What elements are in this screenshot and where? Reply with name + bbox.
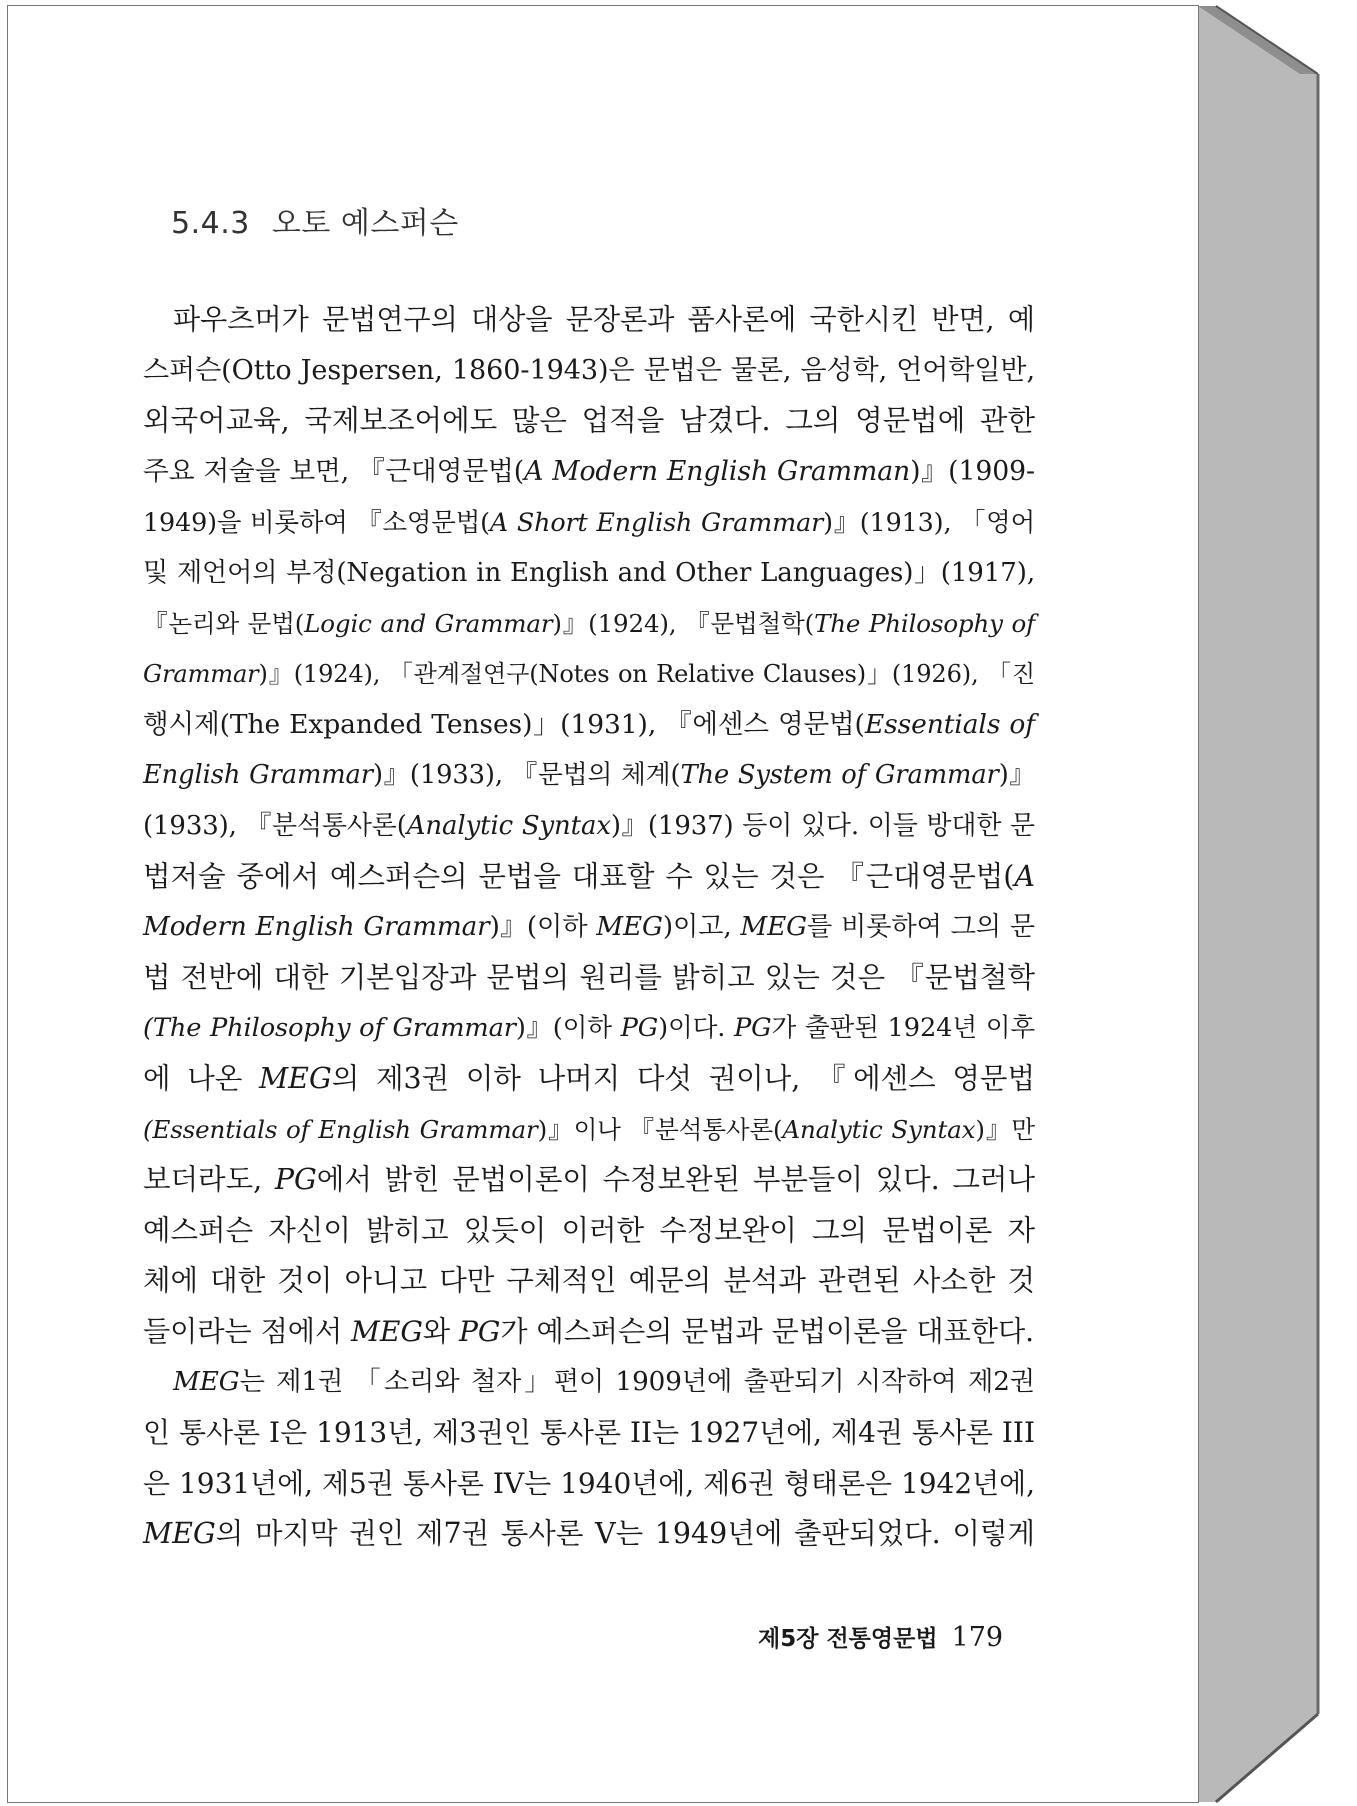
text-line — [143, 852, 1035, 903]
text-span: )』(이하 — [515, 1013, 621, 1044]
text-line — [143, 649, 1035, 700]
italic-title-span: English Grammar — [143, 760, 373, 791]
text-span: 는 제1권 「소리와 철자」편이 1909년에 출판되기 시작하여 제2권 — [239, 1367, 1035, 1398]
text-span: 체에 대한 것이 아니고 다만 구체적인 예문의 분석과 관련된 사소한 것 — [143, 1264, 1035, 1298]
text-span: 외국어교육, 국제보조어에도 많은 업적을 남겼다. 그의 영문법에 관한 — [143, 404, 1035, 438]
text-span: 스퍼슨(Otto Jespersen, 1860-1943)은 문법은 물론, 음성학, 언어학일반, — [143, 354, 1035, 386]
italic-title-span: MEG — [143, 1517, 216, 1551]
text-span: )』(1924), 「관계절연구(Notes on Relative Clauses)」(1926), 「진 — [258, 660, 1035, 689]
text-span: 파우츠머가 문법연구의 대상을 문장론과 품사론에 국한시킨 반면, 예 — [173, 303, 1035, 336]
text-line — [143, 1408, 1035, 1459]
text-span: )』이나 『분석통사론( — [537, 1114, 783, 1144]
text-line — [143, 1459, 1035, 1510]
text-span: 법 전반에 대한 기본입장과 문법의 원리를 밝히고 있는 것은 『문법철학 — [143, 960, 1035, 994]
text-line — [143, 902, 1035, 953]
italic-title-span: Grammar — [143, 660, 259, 689]
text-span: 들이라는 점에서 — [143, 1314, 352, 1348]
text-line — [143, 1054, 1035, 1105]
text-line — [143, 801, 1035, 852]
text-line — [143, 396, 1035, 447]
text-span: 『논리와 문법( — [143, 608, 305, 638]
text-span: )』(1913), 「영어 — [823, 507, 1035, 538]
italic-title-span: PG — [274, 1163, 317, 1197]
text-line — [143, 497, 1035, 548]
text-line — [143, 1357, 1035, 1408]
text-line — [143, 1155, 1035, 1206]
italic-title-span: PG — [458, 1314, 501, 1348]
text-line — [143, 548, 1035, 599]
text-line — [143, 1509, 1035, 1560]
running-footer-chapter: 제5장 전통영문법 — [758, 1626, 938, 1652]
italic-title-span: A — [1014, 859, 1035, 893]
text-line — [143, 700, 1035, 751]
text-span: )』(이하 — [489, 912, 597, 943]
text-line — [143, 1206, 1035, 1257]
italic-title-span: PG — [620, 1013, 659, 1044]
text-span: )』만 — [975, 1114, 1035, 1144]
italic-title-span: The System of Grammar — [680, 760, 999, 791]
italic-title-span: A Modern English Gramman — [524, 455, 911, 487]
text-span: 가 예스퍼슨의 문법과 문법이론을 대표한다. — [500, 1314, 1035, 1348]
text-line — [143, 1256, 1035, 1307]
text-span: 와 — [422, 1314, 459, 1348]
text-span: 예스퍼슨 자신이 밝히고 있듯이 이러한 수정보완이 그의 문법이론 자 — [143, 1213, 1035, 1247]
text-line — [143, 1105, 1035, 1156]
text-line — [143, 295, 1035, 346]
italic-title-span: MEG — [351, 1314, 423, 1348]
section-heading — [171, 198, 459, 242]
italic-title-span: PG — [734, 1013, 772, 1044]
text-line — [143, 447, 1035, 498]
italic-title-span: Analytic Syntax — [782, 1114, 976, 1144]
italic-title-span: A Short English Grammar — [489, 507, 824, 538]
italic-title-span: (Essentials of English Grammar — [143, 1114, 538, 1144]
text-span: 의 마지막 권인 제7권 통사론 V는 1949년에 출판되었다. 이렇게 — [215, 1517, 1035, 1551]
text-span: )』(1937) 등이 있다. 이들 방대한 문 — [610, 810, 1035, 841]
italic-title-span: Essentials of — [864, 708, 1036, 740]
text-span: )』(1909- — [910, 455, 1036, 487]
italic-title-span: MEG — [173, 1367, 240, 1398]
italic-title-span: MEG — [740, 912, 807, 943]
body-text — [143, 295, 1035, 1560]
text-span: 주요 저술을 보면, 『근대영문법( — [143, 455, 525, 487]
text-span: )』(1933), 『문법의 체계( — [373, 760, 681, 791]
text-line — [143, 1307, 1035, 1358]
italic-title-span: Modern English Grammar — [143, 912, 490, 943]
text-line — [143, 750, 1035, 801]
text-span: 를 비롯하여 그의 문 — [806, 912, 1035, 943]
italic-title-span: (The Philosophy of Grammar — [143, 1013, 516, 1044]
text-line — [143, 1003, 1035, 1054]
text-span: 및 제언어의 부정(Negation in English and Other Languages)」(1917), — [143, 557, 1035, 588]
text-span: (1933), 『분석통사론( — [143, 810, 407, 841]
text-span: )이고, — [662, 912, 741, 943]
text-span: 에서 밝힌 문법이론이 수정보완된 부분들이 있다. 그러나 — [316, 1163, 1035, 1197]
text-span: 에 나온 — [143, 1061, 259, 1095]
italic-title-span: MEG — [596, 912, 663, 943]
italic-title-span: Logic and Grammar — [304, 608, 553, 638]
italic-title-span: The Philosophy of — [814, 608, 1035, 638]
page-number: 179 — [951, 1622, 1004, 1653]
text-line — [143, 346, 1035, 397]
text-span: 의 제3권 이하 나머지 다섯 권이나, 『에센스 영문법 — [331, 1061, 1035, 1095]
text-span: 행시제(The Expanded Tenses)」(1931), 『에센스 영문법( — [143, 708, 865, 740]
text-span: 인 통사론 I은 1913년, 제3권인 통사론 II는 1927년에, 제4권 통사론 III — [143, 1416, 1035, 1450]
text-span: )』(1924), 『문법철학( — [552, 608, 815, 638]
italic-title-span: Analytic Syntax — [406, 810, 611, 841]
section-title: 오토 예스퍼슨 — [271, 206, 459, 241]
text-span: 법저술 중에서 예스퍼슨의 문법을 대표할 수 있는 것은 『근대영문법( — [143, 859, 1015, 893]
text-span: 은 1931년에, 제5권 통사론 IV는 1940년에, 제6권 형태론은 1942년에, — [143, 1466, 1035, 1500]
text-span: 가 출판된 1924년 이후 — [771, 1013, 1035, 1044]
section-number: 5.4.3 — [171, 206, 250, 241]
text-span: 보더라도, — [143, 1163, 275, 1197]
text-span: 1949)을 비롯하여 『소영문법( — [143, 507, 490, 538]
text-span: )이다. — [658, 1013, 735, 1044]
text-span: )』 — [998, 760, 1035, 791]
text-line — [143, 953, 1035, 1004]
italic-title-span: MEG — [258, 1061, 332, 1095]
text-line — [143, 599, 1035, 650]
page-footer — [758, 1620, 1003, 1653]
